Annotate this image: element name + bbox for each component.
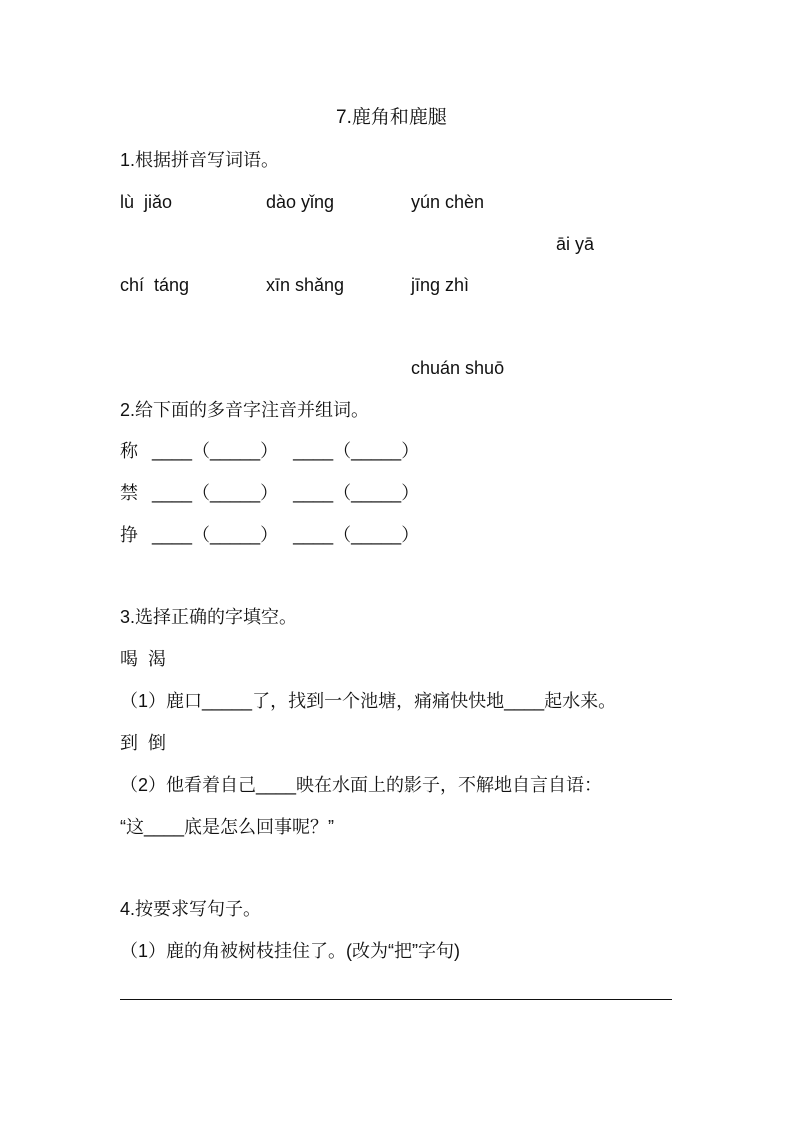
pinyin-item: chuán shuō <box>411 358 505 378</box>
pinyin-item: xīn shǎng <box>266 275 345 295</box>
char-pair: 到 倒 <box>120 733 167 753</box>
pinyin-item: lù jiǎo <box>120 192 173 212</box>
polyphone-blanks: ____（_____） ____（_____） <box>152 483 420 503</box>
q1-heading: 1.根据拼音写词语。 <box>120 150 280 170</box>
polyphone-char: 挣 <box>120 525 138 545</box>
polyphone-blanks: ____（_____） ____（_____） <box>152 525 420 545</box>
rewrite-instruction: （1）鹿的角被树枝挂住了。(改为“把”字句) <box>120 941 460 961</box>
fill-sentence: “这____底是怎么回事呢？” <box>120 817 335 837</box>
char-pair: 喝 渴 <box>120 649 167 669</box>
pinyin-item: jīng zhì <box>411 275 470 295</box>
fill-sentence: （1）鹿口_____了，找到一个池塘，痛痛快快地____起水来。 <box>120 691 617 711</box>
pinyin-item: yún chèn <box>411 192 485 212</box>
fill-sentence: （2）他看着自己____映在水面上的影子，不解地自言自语： <box>120 775 603 795</box>
pinyin-item: chí táng <box>120 275 190 295</box>
q3-heading: 3.选择正确的字填空。 <box>120 607 298 627</box>
pinyin-item: āi yā <box>556 234 595 254</box>
polyphone-blanks: ____（_____） ____（_____） <box>152 441 420 461</box>
page-title: 7.鹿角和鹿腿 <box>336 107 447 128</box>
answer-line[interactable] <box>120 999 672 1000</box>
polyphone-char: 禁 <box>120 483 138 503</box>
q4-heading: 4.按要求写句子。 <box>120 899 262 919</box>
pinyin-item: dào yǐng <box>266 192 335 212</box>
polyphone-char: 称 <box>120 441 138 461</box>
q2-heading: 2.给下面的多音字注音并组词。 <box>120 400 370 420</box>
